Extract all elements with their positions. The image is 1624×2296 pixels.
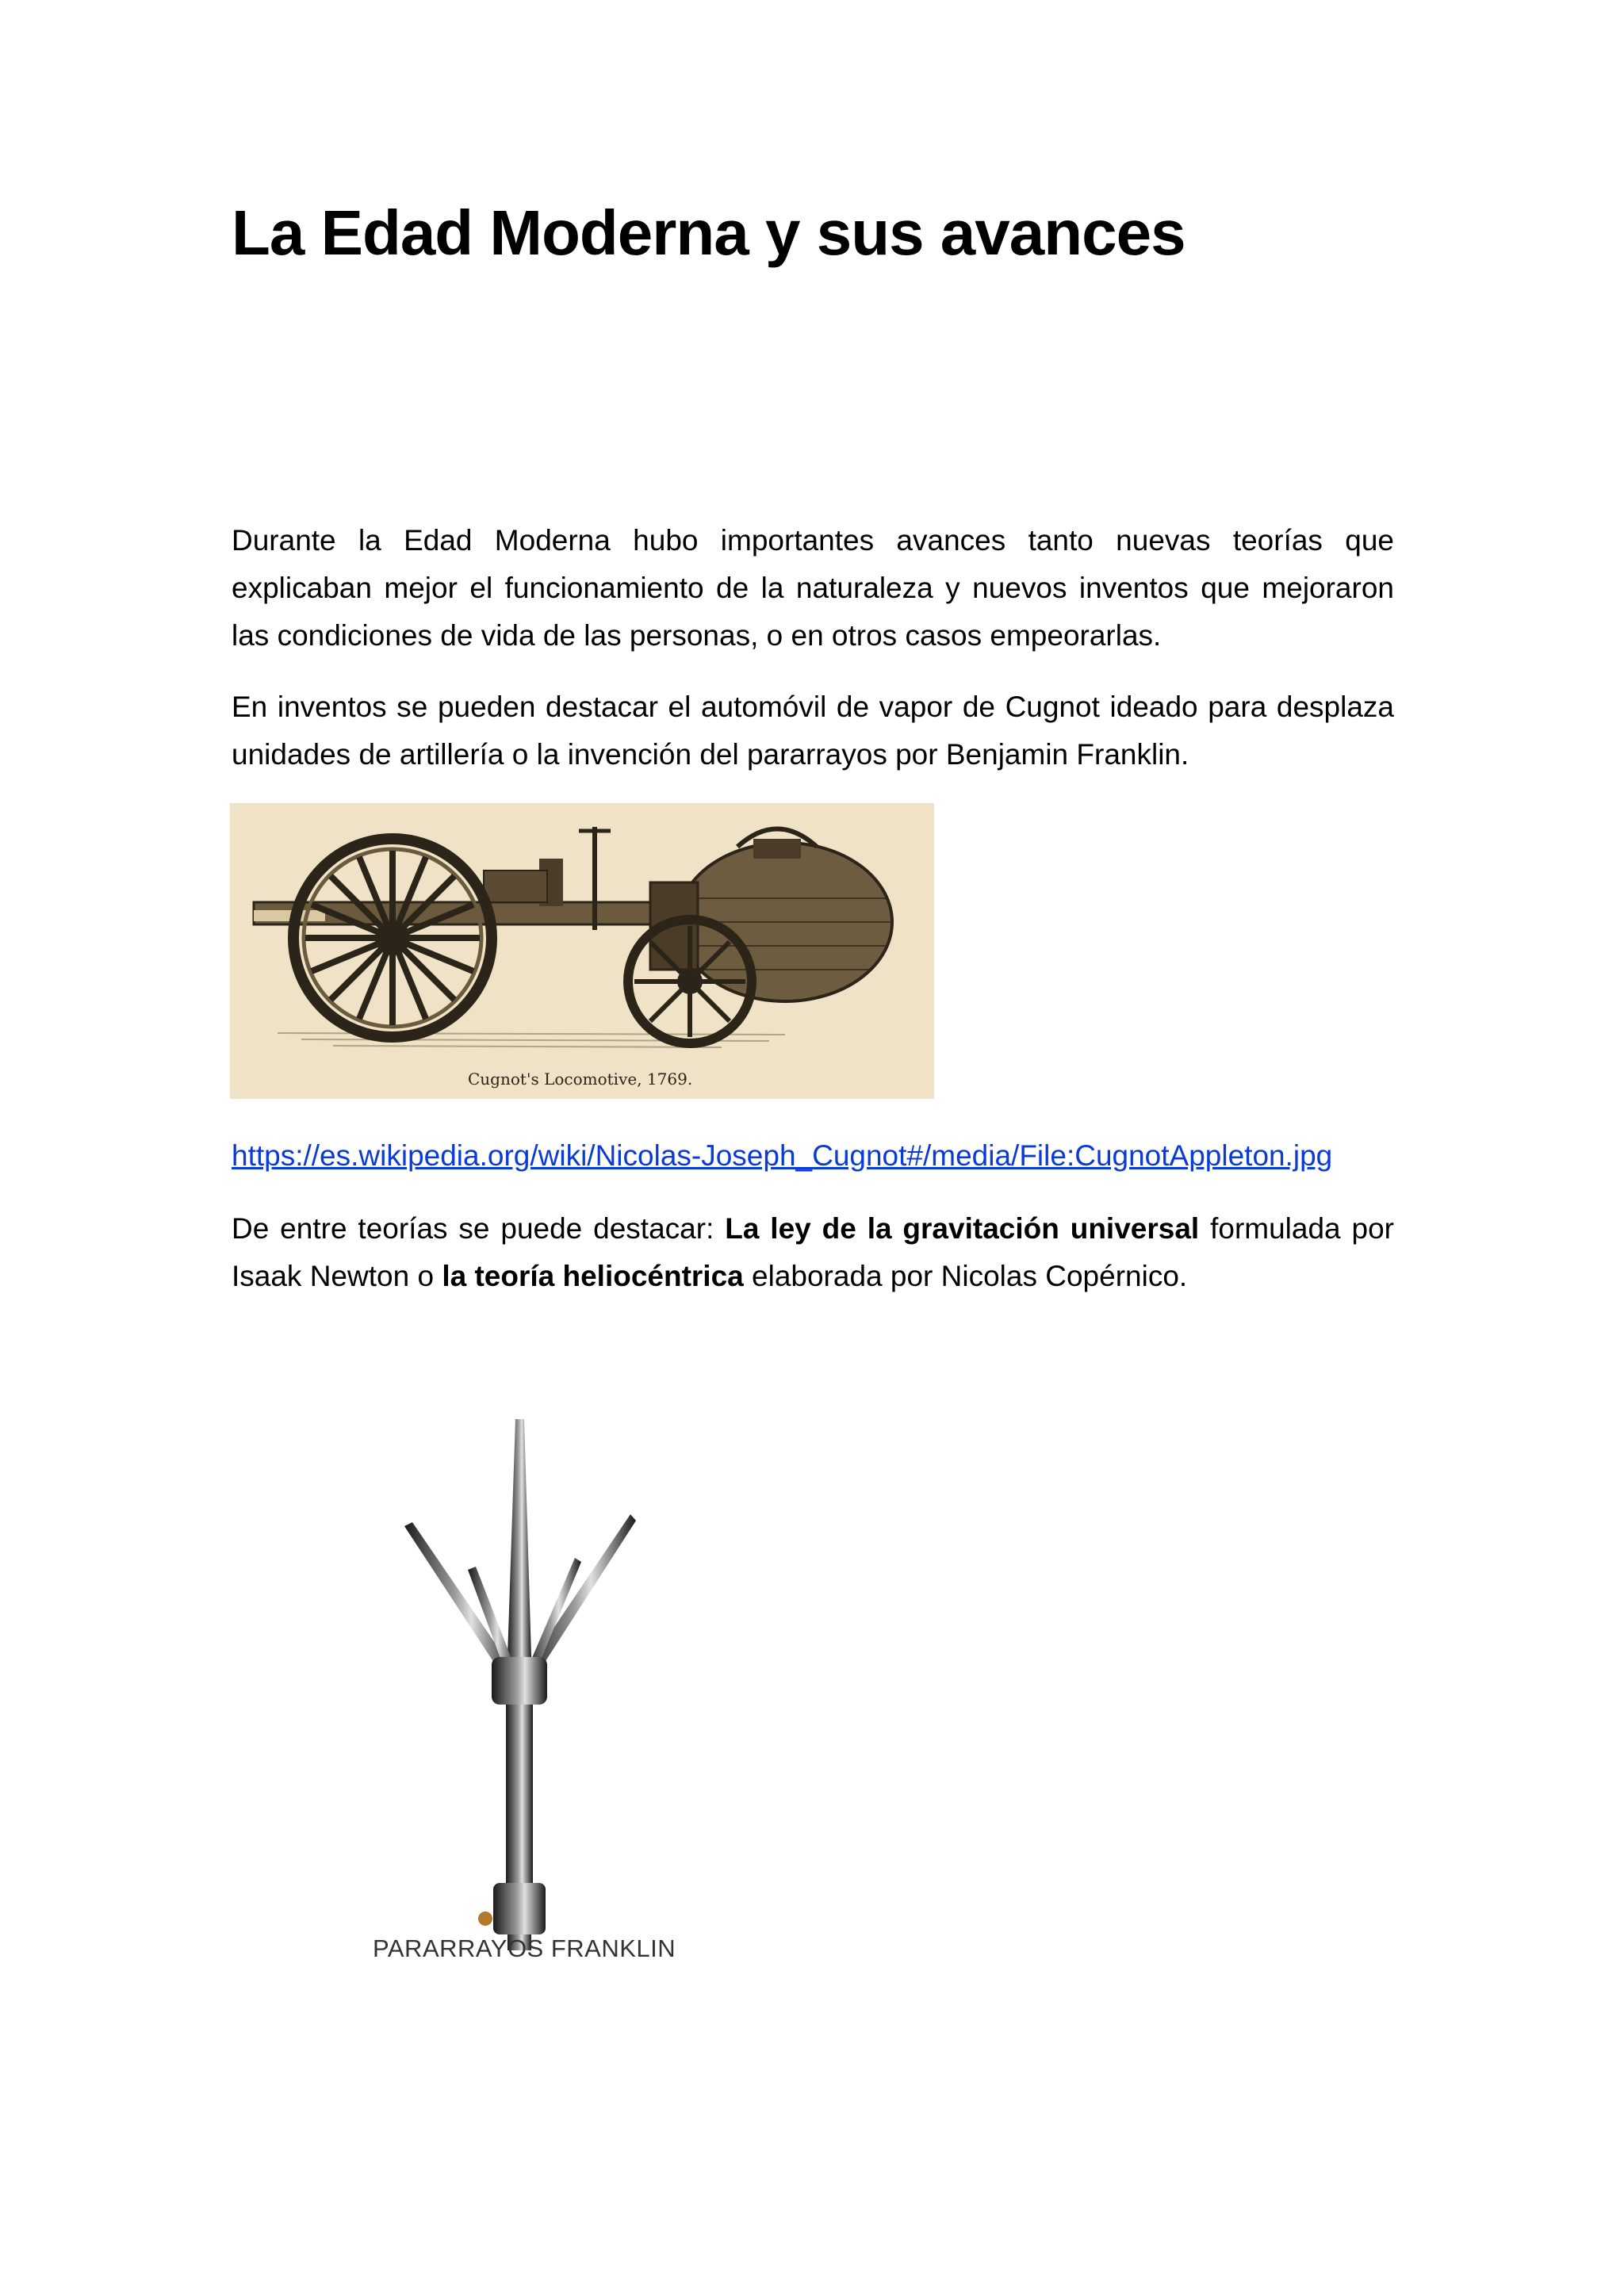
cugnot-image-caption: Cugnot's Locomotive, 1769.: [468, 1070, 693, 1089]
page-title: La Edad Moderna y sus avances: [232, 197, 1185, 268]
gravitation-law-bold: La ley de la gravitación universal: [725, 1212, 1200, 1245]
theories-text-2: formulada por Isaak Newton o: [232, 1212, 1394, 1292]
lightning-rod-caption: PARARRAYOS FRANKLIN: [373, 1934, 676, 1962]
franklin-lightning-rod-image: [349, 1419, 706, 1982]
theories-text-1: De entre teorías se puede destacar:: [232, 1212, 726, 1245]
paragraph-intro: Durante la Edad Moderna hubo importantes avances tanto nuevas teorías que explicaban mejor el funcionamiento de la naturaleza y nuevos inventos que mejoraron las condiciones de vida de las personas, o en otros casos empeorarlas.: [232, 524, 1394, 652]
wikipedia-source-link[interactable]: https://es.wikipedia.org/wiki/Nicolas-Joseph_Cugnot#/media/File:CugnotAppleton.jpg: [232, 1139, 1333, 1172]
paragraph-inventions: En inventos se pueden destacar el automóvil de vapor de Cugnot ideado para desplaza unidades de artillería o la invención del pararrayos por Benjamin Franklin.: [232, 691, 1394, 771]
paragraph-theories: [232, 1205, 1394, 1300]
cugnot-locomotive-image: [230, 803, 934, 1099]
heliocentric-theory-bold: la teoría heliocéntrica: [442, 1260, 744, 1292]
theories-text-3: elaborada por Nicolas Copérnico.: [743, 1260, 1188, 1292]
